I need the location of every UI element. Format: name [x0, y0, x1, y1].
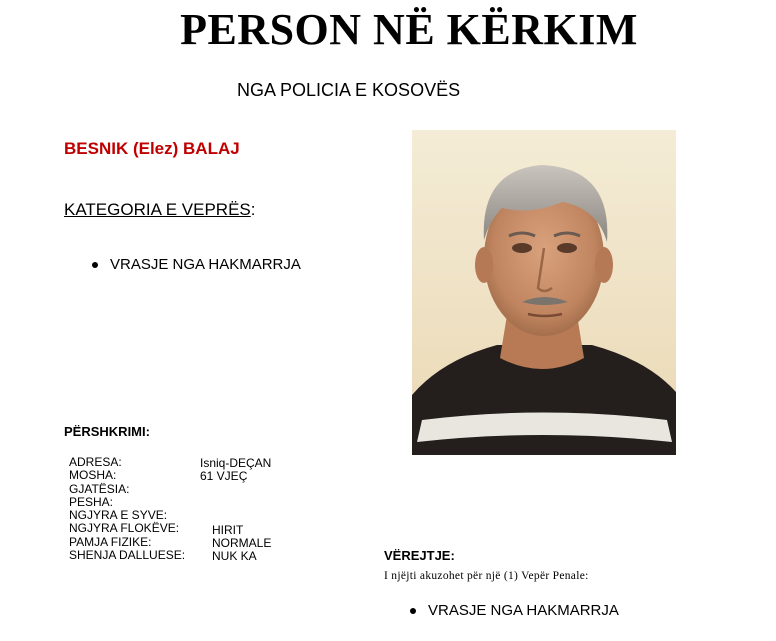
remarks-list-item [410, 602, 619, 619]
category-colon: : [250, 200, 256, 219]
desc-value-address: Isniq-DEÇAN [200, 456, 272, 470]
desc-key-marks: SHENJA DALLUESE: [69, 548, 186, 563]
category-list-item [92, 256, 301, 273]
desc-key-eye-color: NGJYRA E SYVE: [69, 508, 168, 523]
suspect-photo [412, 130, 676, 455]
category-heading [64, 200, 255, 220]
remarks-text: I njëjti akuzohet për një (1) Vepër Penale: [384, 570, 589, 582]
page-subtitle: NGA POLICIA E KOSOVËS [237, 80, 461, 100]
category-label: KATEGORIA E VEPRËS [64, 200, 251, 219]
desc-value-marks: NUK KA [212, 549, 257, 564]
desc-key-physique: PAMJA FIZIKE: [69, 534, 152, 549]
category-item-text: VRASJE NGA HAKMARRJA [110, 256, 301, 273]
desc-value-physique: NORMALE [212, 535, 272, 550]
bullet-icon [92, 262, 98, 268]
bullet-icon [410, 608, 416, 614]
desc-key-hair-color: NGJYRA FLOKËVE: [69, 521, 180, 536]
remarks-heading: VËREJTJE: [384, 548, 455, 563]
desc-key-address: ADRESA: [69, 455, 122, 469]
page-title: PERSON NË KËRKIM [180, 5, 638, 54]
desc-value-age: 61 VJEÇ [200, 469, 248, 484]
desc-key-weight: PESHA: [69, 494, 114, 509]
desc-value-hair-color: HIRIT [212, 522, 244, 537]
desc-key-age: MOSHA: [69, 468, 117, 483]
remarks-item-text: VRASJE NGA HAKMARRJA [428, 602, 619, 619]
description-heading: PËRSHKRIMI: [64, 424, 150, 439]
desc-key-height: GJATËSIA: [69, 481, 130, 496]
person-name: BESNIK (Elez) BALAJ [64, 139, 240, 158]
description-keys [69, 456, 185, 562]
